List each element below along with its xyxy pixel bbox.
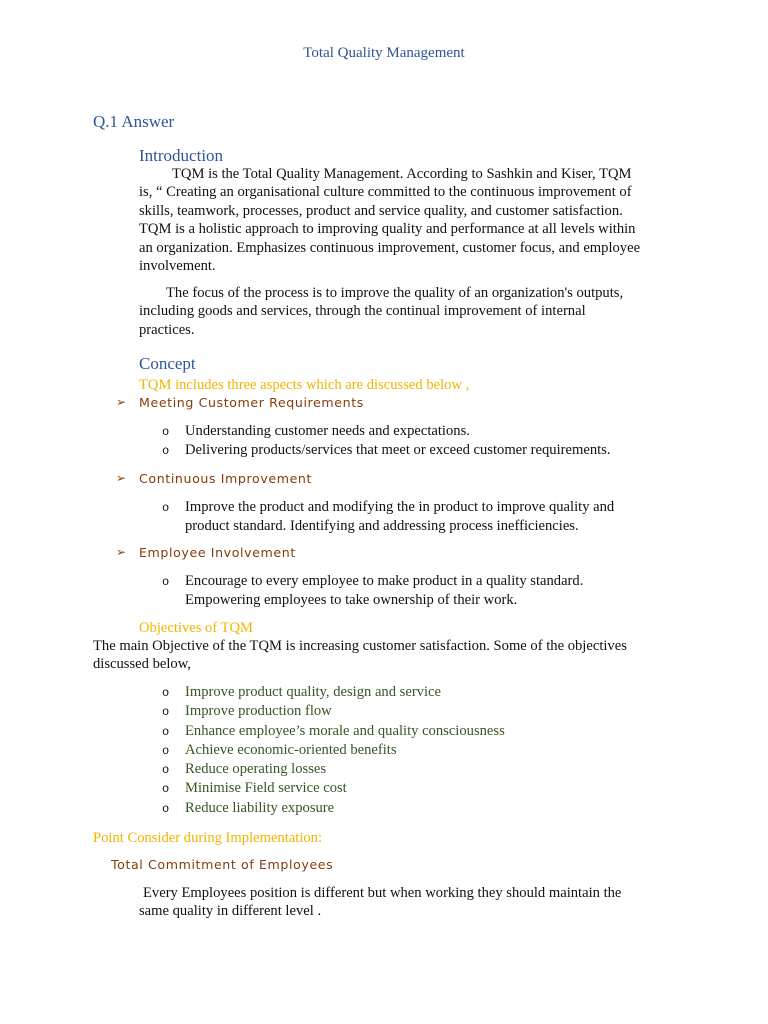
list-item: o Reduce liability exposure (185, 799, 505, 818)
circle-bullet-icon: o (162, 782, 170, 797)
introduction-paragraph (139, 165, 640, 275)
paragraph-line: discussed below, (93, 656, 191, 673)
circle-bullet-icon: o (162, 501, 170, 515)
list-item: o Improve production flow (185, 702, 505, 721)
circle-bullet-icon: o (162, 444, 170, 459)
arrow-bullet-icon: ➢ (116, 395, 127, 409)
list-item-continuation: product standard. Identifying and addressing process inefficiencies. (185, 518, 579, 535)
list-item: o Delivering products/services that meet or exceed customer requirements. (185, 441, 611, 460)
arrow-bullet-icon: ➢ (116, 471, 127, 485)
circle-bullet-icon: o (162, 763, 170, 778)
list-item: o Improve product quality, design and service (185, 683, 505, 702)
paragraph-line: including goods and services, through the continual improvement of internal (139, 303, 586, 320)
list-item: o Understanding customer needs and expectations. (185, 422, 611, 441)
paragraph-line: TQM is the Total Quality Management. According to Sashkin and Kiser, TQM (172, 166, 632, 182)
circle-bullet-icon: o (162, 743, 170, 758)
objectives-paragraph (93, 637, 627, 674)
list-item: o Improve the product and modifying the in product to improve quality and (185, 498, 614, 517)
aspect-heading-employee-involvement: Employee Involvement (139, 545, 296, 560)
paragraph-line: same quality in different level . (139, 903, 322, 920)
paragraph-line: Every Employees position is different but when working they should maintain the (143, 885, 622, 901)
objectives-list (162, 683, 505, 818)
question-heading: Q.1 Answer (93, 112, 175, 131)
list-item: o Minimise Field service cost (185, 779, 505, 798)
circle-bullet-icon: o (162, 801, 170, 816)
paragraph-line: an organization. Emphasizes continuous improvement, customer focus, and employee (139, 239, 641, 256)
aspect-points-employee-involvement (162, 572, 584, 611)
focus-paragraph (139, 284, 623, 339)
list-item-continuation: Empowering employees to take ownership of their work. (185, 592, 518, 609)
paragraph-line: involvement. (139, 258, 216, 275)
paragraph-line: practices. (139, 321, 195, 338)
aspect-points-customer-requirements (162, 422, 611, 461)
circle-bullet-icon: o (162, 724, 170, 739)
objectives-heading: Objectives of TQM (139, 620, 254, 636)
circle-bullet-icon: o (162, 686, 170, 700)
paragraph-line: The main Objective of the TQM is increasing customer satisfaction. Some of the objectives (93, 638, 627, 654)
paragraph-line: The focus of the process is to improve the quality of an organization's outputs, (166, 285, 624, 301)
circle-bullet-icon: o (162, 575, 170, 589)
commitment-heading: Total Commitment of Employees (111, 857, 334, 872)
page-title: Total Quality Management (303, 45, 465, 61)
list-item: o Enhance employee’s morale and quality consciousness (185, 722, 505, 741)
aspect-heading-continuous-improvement: Continuous Improvement (139, 471, 313, 486)
aspect-heading-customer-requirements: Meeting Customer Requirements (139, 395, 364, 410)
aspect-points-continuous-improvement (162, 498, 615, 537)
circle-bullet-icon: o (162, 705, 170, 720)
implementation-heading: Point Consider during Implementation: (93, 830, 323, 846)
list-item: o Reduce operating losses (185, 760, 505, 779)
paragraph-line: TQM is a holistic approach to improving quality and performance at all levels within (139, 221, 636, 238)
concept-intro: TQM includes three aspects which are discussed below , (139, 377, 470, 393)
list-item: o Achieve economic-oriented benefits (185, 741, 505, 760)
circle-bullet-icon: o (162, 425, 170, 439)
concept-heading: Concept (139, 354, 196, 373)
list-item: o Encourage to every employee to make product in a quality standard. (185, 572, 583, 591)
paragraph-line: is, “ Creating an organisational culture committed to the continuous improvement of (139, 184, 632, 201)
paragraph-line: skills, teamwork, processes, product and service quality, and customer satisfaction. (139, 202, 623, 219)
commitment-paragraph (139, 884, 621, 921)
arrow-bullet-icon: ➢ (116, 545, 127, 559)
introduction-heading: Introduction (139, 146, 224, 165)
